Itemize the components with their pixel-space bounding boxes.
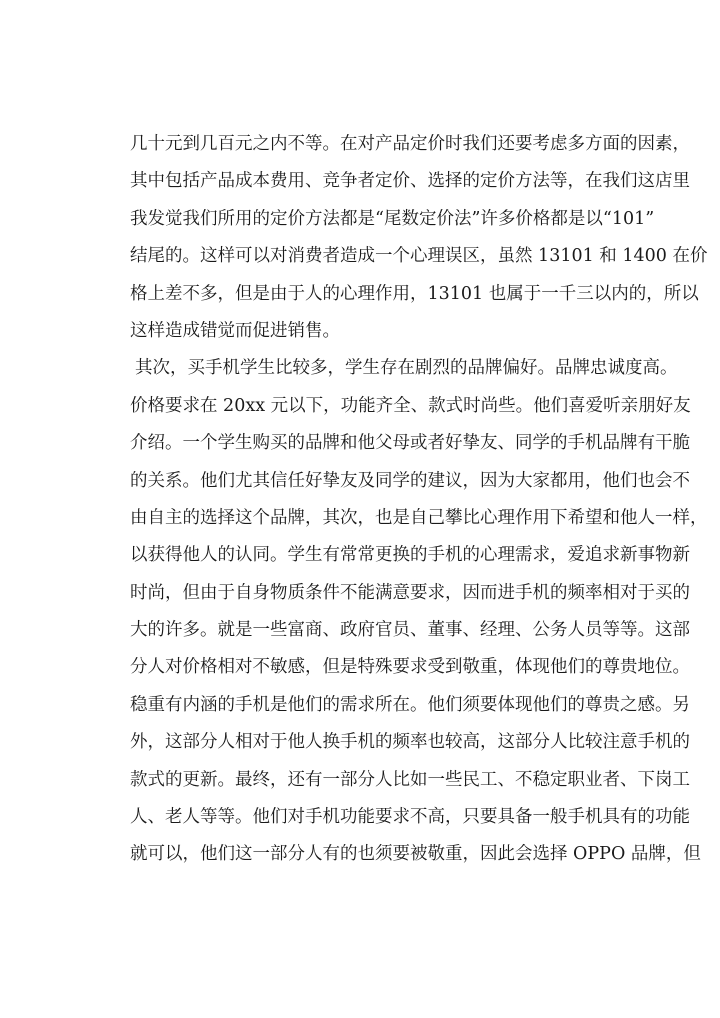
text-line: 稳重有内涵的手机是他们的需求所在。他们须要体现他们的尊贵之感。另 — [130, 694, 690, 715]
text-line: 的关系。他们尤其信任好挚友及同学的建议，因为大家都用，他们也会不 — [130, 470, 690, 491]
text-line: 几十元到几百元之内不等。在对产品定价时我们还要考虑多方面的因素， — [130, 134, 690, 154]
text-line: 大的许多。就是一些富商、政府官员、董事、经理、公务人员等等。这部 — [130, 620, 690, 641]
text-line: 以获得他人的认同。学生有常常更换的手机的心理需求，爱追求新事物新 — [130, 545, 690, 566]
body-text — [130, 126, 708, 874]
text-line: 介绍。一个学生购买的品牌和他父母或者好挚友、同学的手机品牌有干脆 — [130, 433, 690, 454]
paragraph-first-line: 其次，买手机学生比较多，学生存在剧烈的品牌偏好。品牌忠诚度高。 — [135, 358, 678, 379]
text-line: 分人对价格相对不敏感，但是特殊要求受到敬重，体现他们的尊贵地位。 — [130, 657, 690, 678]
text-line: 结尾的。这样可以对消费者造成一个心理误区，虽然 13101 和 1400 在价 — [130, 246, 708, 267]
text-line: 我发觉我们所用的定价方法都是“尾数定价法”许多价格都是以“101” — [130, 208, 655, 229]
text-line: 其中包括产品成本费用、竞争者定价、选择的定价方法等，在我们这店里 — [130, 171, 690, 192]
text-line: 格上差不多，但是由于人的心理作用，13101 也属于一千三以内的，所以 — [130, 283, 699, 304]
text-line: 人、老人等等。他们对手机功能要求不高，只要具备一般手机具有的功能 — [130, 807, 690, 828]
text-line: 这样造成错觉而促进销售。 — [130, 320, 340, 341]
text-line: 价格要求在 20xx 元以下，功能齐全、款式时尚些。他们喜爱听亲朋好友 — [130, 395, 691, 416]
text-line: 就可以，他们这一部分人有的也须要被敬重，因此会选择 OPPO 品牌，但 — [130, 844, 701, 865]
text-line: 款式的更新。最终，还有一部分人比如一些民工、不稳定职业者、下岗工 — [130, 769, 690, 790]
text-line: 时尚，但由于自身物质条件不能满意要求，因而进手机的频率相对于买的 — [130, 582, 690, 603]
text-line: 外，这部分人相对于他人换手机的频率也较高，这部分人比较注意手机的 — [130, 732, 690, 753]
text-line: 由自主的选择这个品牌，其次，也是自己攀比心理作用下希望和他人一样， — [130, 507, 708, 528]
